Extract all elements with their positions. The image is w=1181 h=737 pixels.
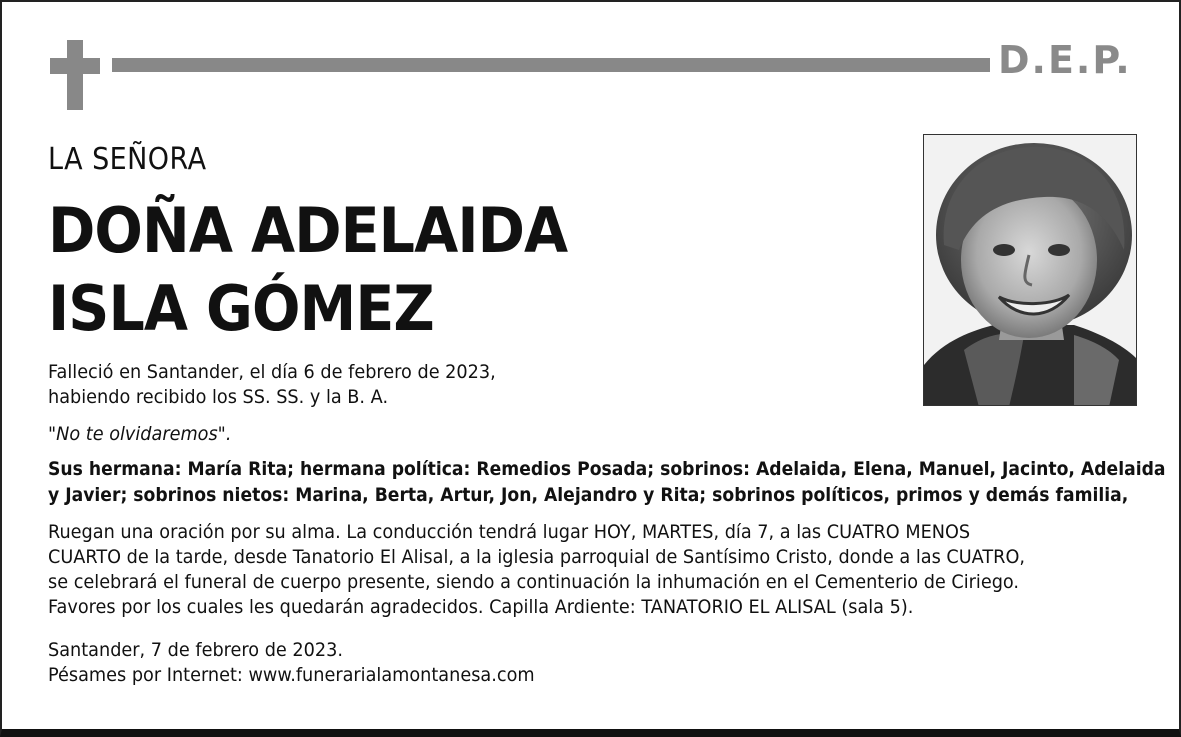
cross-horizontal-bar bbox=[50, 58, 100, 74]
funeral-details-line: Ruegan una oración por su alma. La conducción tendrá lugar HOY, MARTES, día 7, a las CUATRO MENOS bbox=[48, 521, 971, 543]
funeral-details-line: se celebrará el funeral de cuerpo presente, siendo a continuación la inhumación en el Cementerio de Ciriego. bbox=[48, 571, 1020, 593]
deceased-name-line1: DOÑA ADELAIDA bbox=[48, 194, 568, 267]
death-announcement-line: Falleció en Santander, el día 6 de febrero de 2023, bbox=[48, 361, 496, 383]
dep-label: D.E.P. bbox=[998, 38, 1132, 82]
funeral-details bbox=[48, 520, 1025, 620]
funeral-details-line: Favores por los cuales les quedarán agradecidos. Capilla Ardiente: TANATORIO EL ALISAL (sala 5). bbox=[48, 596, 914, 618]
deceased-name-line2: ISLA GÓMEZ bbox=[48, 272, 434, 345]
death-announcement bbox=[48, 360, 496, 410]
funeral-details-line: CUARTO de la tarde, desde Tanatorio El Alisal, a la iglesia parroquial de Santísimo Cristo, donde a las CUATRO, bbox=[48, 546, 1025, 568]
cross-vertical-bar bbox=[67, 40, 83, 110]
header-rule bbox=[112, 58, 990, 72]
quote: "No te olvidaremos". bbox=[48, 423, 232, 445]
portrait-photo bbox=[923, 134, 1137, 406]
portrait-photo-icon bbox=[924, 135, 1137, 406]
family-list-line: y Javier; sobrinos nietos: Marina, Berta, Artur, Jon, Alejandro y Rita; sobrinos políticos, primos y demás familia, bbox=[48, 484, 1129, 506]
family-list-line: Sus hermana: María Rita; hermana política: Remedios Posada; sobrinos: Adelaida, Elena, Manuel, Jacinto, Adelaida bbox=[48, 458, 1166, 480]
family-list bbox=[48, 456, 1166, 508]
place-date: Santander, 7 de febrero de 2023. bbox=[48, 639, 343, 661]
cross-icon bbox=[50, 40, 100, 110]
condolences-website: Pésames por Internet: www.funerarialamontanesa.com bbox=[48, 664, 535, 686]
honorific: LA SEÑORA bbox=[48, 142, 207, 177]
signature-block bbox=[48, 638, 535, 688]
death-announcement-line: habiendo recibido los SS. SS. y la B. A. bbox=[48, 386, 389, 408]
